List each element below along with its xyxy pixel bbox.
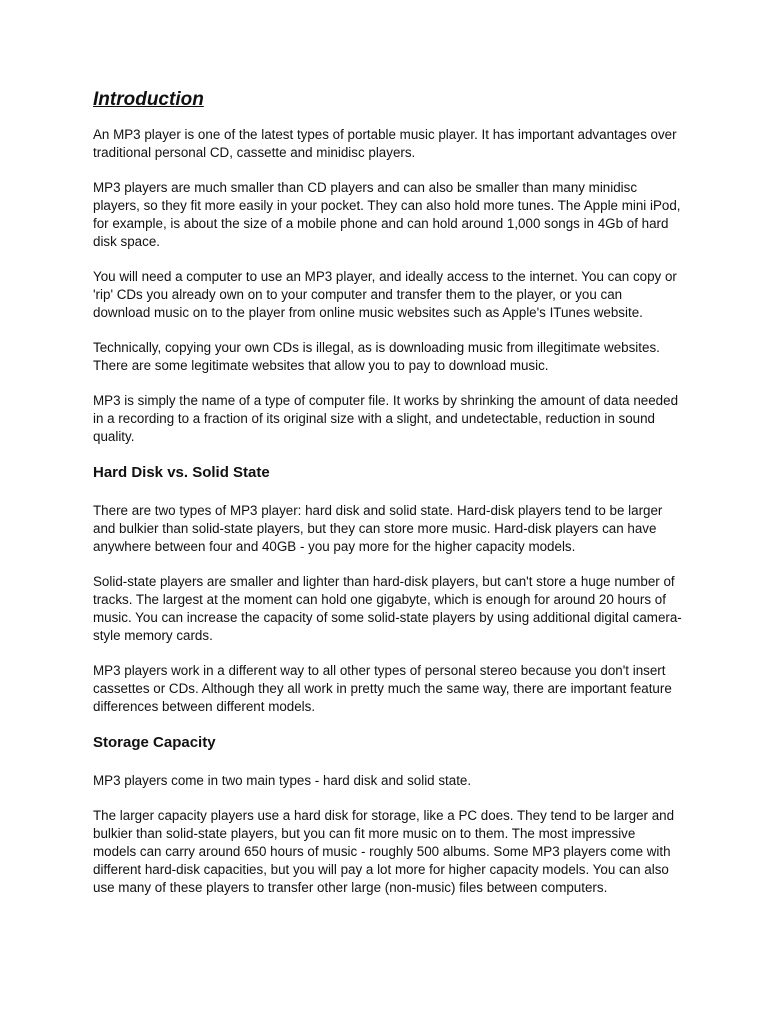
intro-paragraph-3: You will need a computer to use an MP3 player, and ideally access to the internet. You can copy or 'rip' CDs you already own on to your computer and transfer them to the player, or you can download music on to the player from online music websites such as Apple's ITunes website. (93, 269, 677, 320)
intro-paragraph-5: MP3 is simply the name of a type of computer file. It works by shrinking the amount of data needed in a recording to a fraction of its original size with a slight, and undetectable, reduction in sound quality. (93, 393, 679, 444)
storage-paragraph-2: The larger capacity players use a hard disk for storage, like a PC does. They tend to be larger and bulkier than solid-state players, but you can fit more music on to them. The most impressive models can carry around 650 hours of music - roughly 500 albums. Some MP3 players come with different hard-disk capacities, but you will pay a lot more for higher capacity models. You can also use many of these players to transfer other large (non-music) files between computers. (93, 808, 675, 895)
storage-paragraph-1: MP3 players come in two main types - hard disk and solid state. (93, 773, 472, 788)
hard-disk-paragraph-1: There are two types of MP3 player: hard disk and solid state. Hard-disk players tend to be larger and bulkier than solid-state players, but they can store more music. Hard-disk players can have anywhere between four and 40GB - you pay more for the higher capacity models. (93, 503, 663, 554)
section-heading-hard-disk: Hard Disk vs. Solid State (93, 464, 270, 481)
hard-disk-paragraph-2: Solid-state players are smaller and lighter than hard-disk players, but can't store a huge number of tracks. The largest at the moment can hold one gigabyte, which is enough for around 20 hours of music. You can increase the capacity of some solid-state players by using additional digital camera-style memory cards. (93, 574, 682, 643)
section-heading-storage: Storage Capacity (93, 734, 216, 751)
hard-disk-paragraph-3: MP3 players work in a different way to all other types of personal stereo because you don't insert cassettes or CDs. Although they all work in pretty much the same way, there are important feature differences between different models. (93, 663, 672, 714)
intro-paragraph-4: Technically, copying your own CDs is illegal, as is downloading music from illegitimate websites. There are some legitimate websites that allow you to pay to download music. (93, 340, 660, 373)
intro-paragraph-1: An MP3 player is one of the latest types of portable music player. It has important advantages over traditional personal CD, cassette and minidisc players. (93, 127, 677, 160)
document-title: Introduction (93, 89, 204, 110)
intro-paragraph-2: MP3 players are much smaller than CD players and can also be smaller than many minidisc players, so they fit more easily in your pocket. They can also hold more tunes. The Apple mini iPod, for example, is about the size of a mobile phone and can hold around 1,000 songs in 4Gb of hard disk space. (93, 180, 681, 249)
